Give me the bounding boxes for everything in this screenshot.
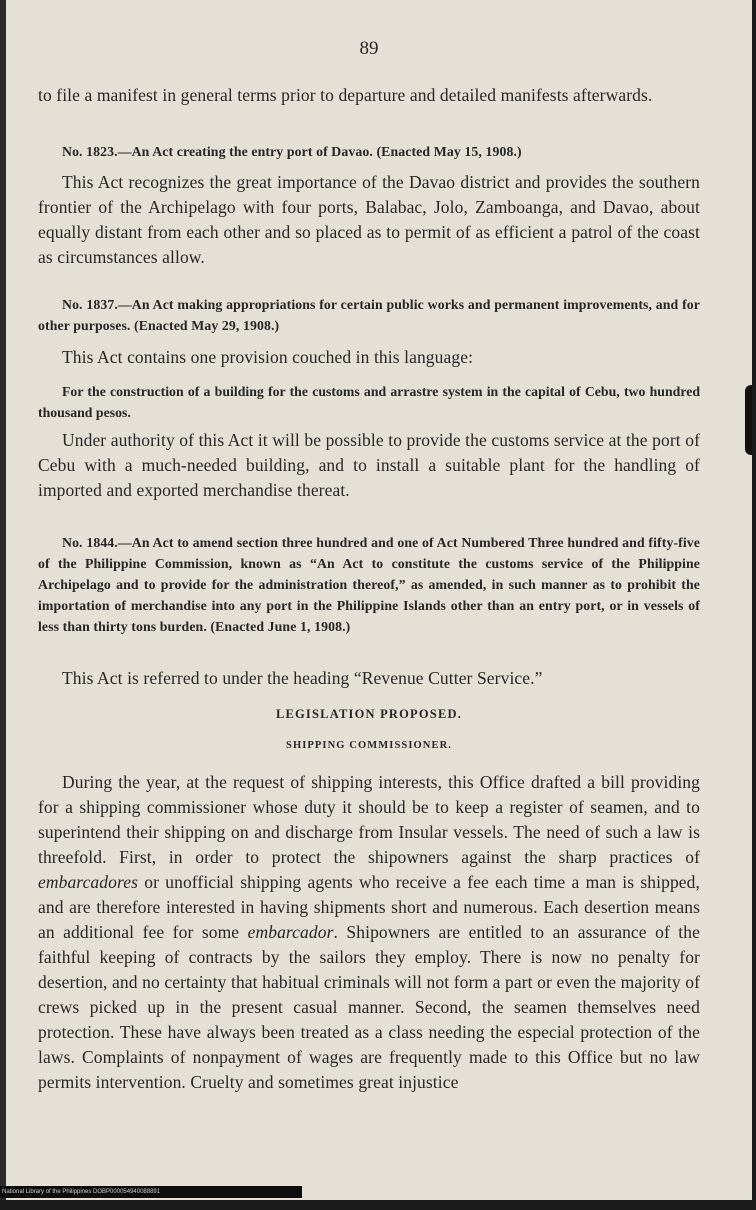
scan-binding-tab bbox=[745, 385, 752, 455]
quote-act-1837: For the construction of a building for the customs and arrastre system in the capital of Cebu, two hundred thousand pesos. bbox=[38, 384, 700, 420]
act-1837-title: No. 1837.—An Act making appropriations for certain public works and permanent improvements, and for other purposes. (Enacted May 29, 1908.) bbox=[38, 297, 700, 333]
page-number: 89 bbox=[359, 38, 379, 59]
scan-footer-watermark: National Library of the Philippines DOBP000054940088891 bbox=[0, 1186, 302, 1198]
paragraph-shipping-commissioner: During the year, at the request of shipping interests, this Office drafted a bill providing for a shipping commissioner whose duty it should be to keep a register of seamen, and to superintend their shipping on and discharge from Insular vessels. The need of such a law is threefold. First, in order to protect the shipowners against the sharp practices of embarcadores or unofficial shipping agents who receive a fee each time a man is shipped, and are therefore interested in having shipments short and numerous. Each desertion means an additional fee for some embarcador. Shipowners are entitled to an assurance of the faithful keeping of contracts by the sailors they employ. There is now no penalty for desertion, and no certainty that habitual criminals will not form a part or even the majority of crews picked up in the present casual manner. Second, the seamen themselves need protection. These have always been treated as a class needing the especial protection of the laws. Complaints of nonpayment of wages are frequently made to this Office but no law permits intervention. Cruelty and sometimes great injustice bbox=[38, 772, 700, 1092]
term-embarcador: embarcador bbox=[247, 922, 334, 942]
paragraph-act-1823: This Act recognizes the great importance of the Davao district and provides the southern frontier of the Archipelago with four ports, Balabac, Jolo, Zamboanga, and Davao, about equally distant from each other and so placed as to permit of as efficient a patrol of the coast as circumstances allow. bbox=[38, 172, 700, 267]
paragraph-act-1837: This Act contains one provision couched in this language: bbox=[62, 347, 474, 367]
act-1844-title: No. 1844.—An Act to amend section three hundred and one of Act Numbered Three hundred and fifty-five of the Philippine Commission, known as “An Act to constitute the customs service of the Philippine Archipelago and to provide for the administration thereof,” as amended, in such manner as to prohibit the importation of merchandise into any port in the Philippine Islands other than an entry port, or in vessels of less than thirty tons burden. (Enacted June 1, 1908.) bbox=[38, 535, 700, 634]
paragraph-act-1844: This Act is referred to under the heading “Revenue Cutter Service.” bbox=[62, 668, 543, 688]
heading-legislation-proposed: LEGISLATION PROPOSED. bbox=[275, 707, 463, 721]
paragraph-intro: to file a manifest in general terms prior to departure and detailed manifests afterwards. bbox=[38, 85, 653, 105]
term-embarcadores: embarcadores bbox=[38, 872, 139, 892]
act-1823-title: No. 1823.—An Act creating the entry port of Davao. (Enacted May 15, 1908.) bbox=[62, 144, 522, 159]
paragraph-cebu: Under authority of this Act it will be possible to provide the customs service at the port of Cebu with a much-needed building, and to install a suitable plant for the handling of imported and exported merchandise thereat. bbox=[38, 430, 700, 500]
scan-left-border bbox=[0, 0, 6, 1200]
heading-shipping-commissioner: SHIPPING COMMISSIONER. bbox=[286, 740, 452, 751]
